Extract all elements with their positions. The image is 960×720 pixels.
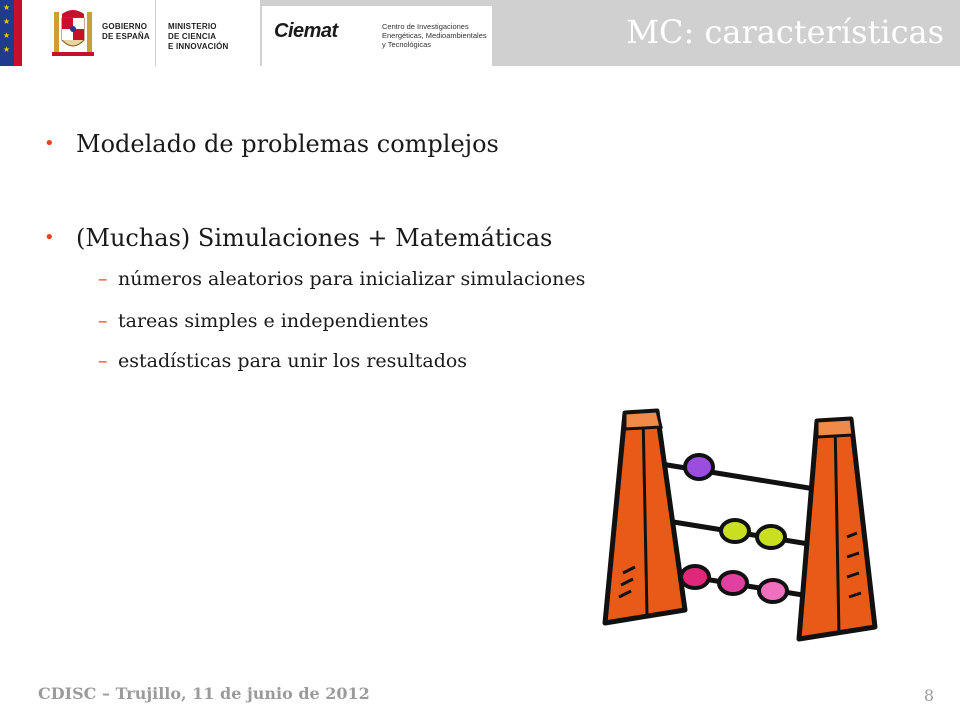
abacus-illustration — [595, 405, 885, 650]
logo-gobierno-ministerio — [0, 0, 260, 66]
eu-flag-icon — [0, 0, 14, 66]
sub-bullet-text: estadísticas para unir los resultados — [118, 350, 468, 372]
page-number: 8 — [923, 686, 934, 705]
star-icon: ★ — [3, 17, 11, 26]
ciemat-subtitle-line: y Tecnológicas — [382, 40, 432, 49]
bullet-icon: • — [44, 133, 55, 154]
dash-icon: – — [98, 310, 108, 332]
dash-icon: – — [98, 350, 108, 372]
logo-divider — [155, 0, 156, 66]
slide-title: MC: características — [626, 13, 944, 51]
footer-event: CDISC – Trujillo, 11 de junio de 2012 — [38, 684, 370, 703]
star-icon: ★ — [3, 31, 11, 40]
flag-icon — [0, 0, 22, 66]
ciemat-wordmark: Ciemat — [274, 20, 338, 42]
dash-icon: – — [98, 268, 108, 290]
header-band — [0, 0, 960, 66]
star-icon: ★ — [3, 3, 11, 12]
ciemat-subtitle-line: Energéticas, Medioambientales — [382, 31, 487, 40]
ministerio-label: MINISTERIO DE CIENCIA E INNOVACIÓN — [168, 22, 229, 51]
coat-of-arms-icon — [50, 6, 96, 60]
sub-bullet-text: tareas simples e independientes — [118, 310, 429, 332]
ciemat-subtitle-line: Centro de Investigaciones — [382, 22, 469, 31]
bullet-text: Modelado de problemas complejos — [76, 130, 499, 158]
bullet-icon: • — [44, 227, 55, 248]
spain-flag-stripe — [14, 0, 22, 66]
gobierno-label: GOBIERNO DE ESPAÑA — [102, 22, 150, 41]
star-icon: ★ — [3, 45, 11, 54]
sub-bullet-text: números aleatorios para inicializar simulaciones — [118, 268, 586, 290]
bullet-text: (Muchas) Simulaciones + Matemáticas — [76, 224, 553, 252]
logo-ciemat — [262, 6, 492, 66]
